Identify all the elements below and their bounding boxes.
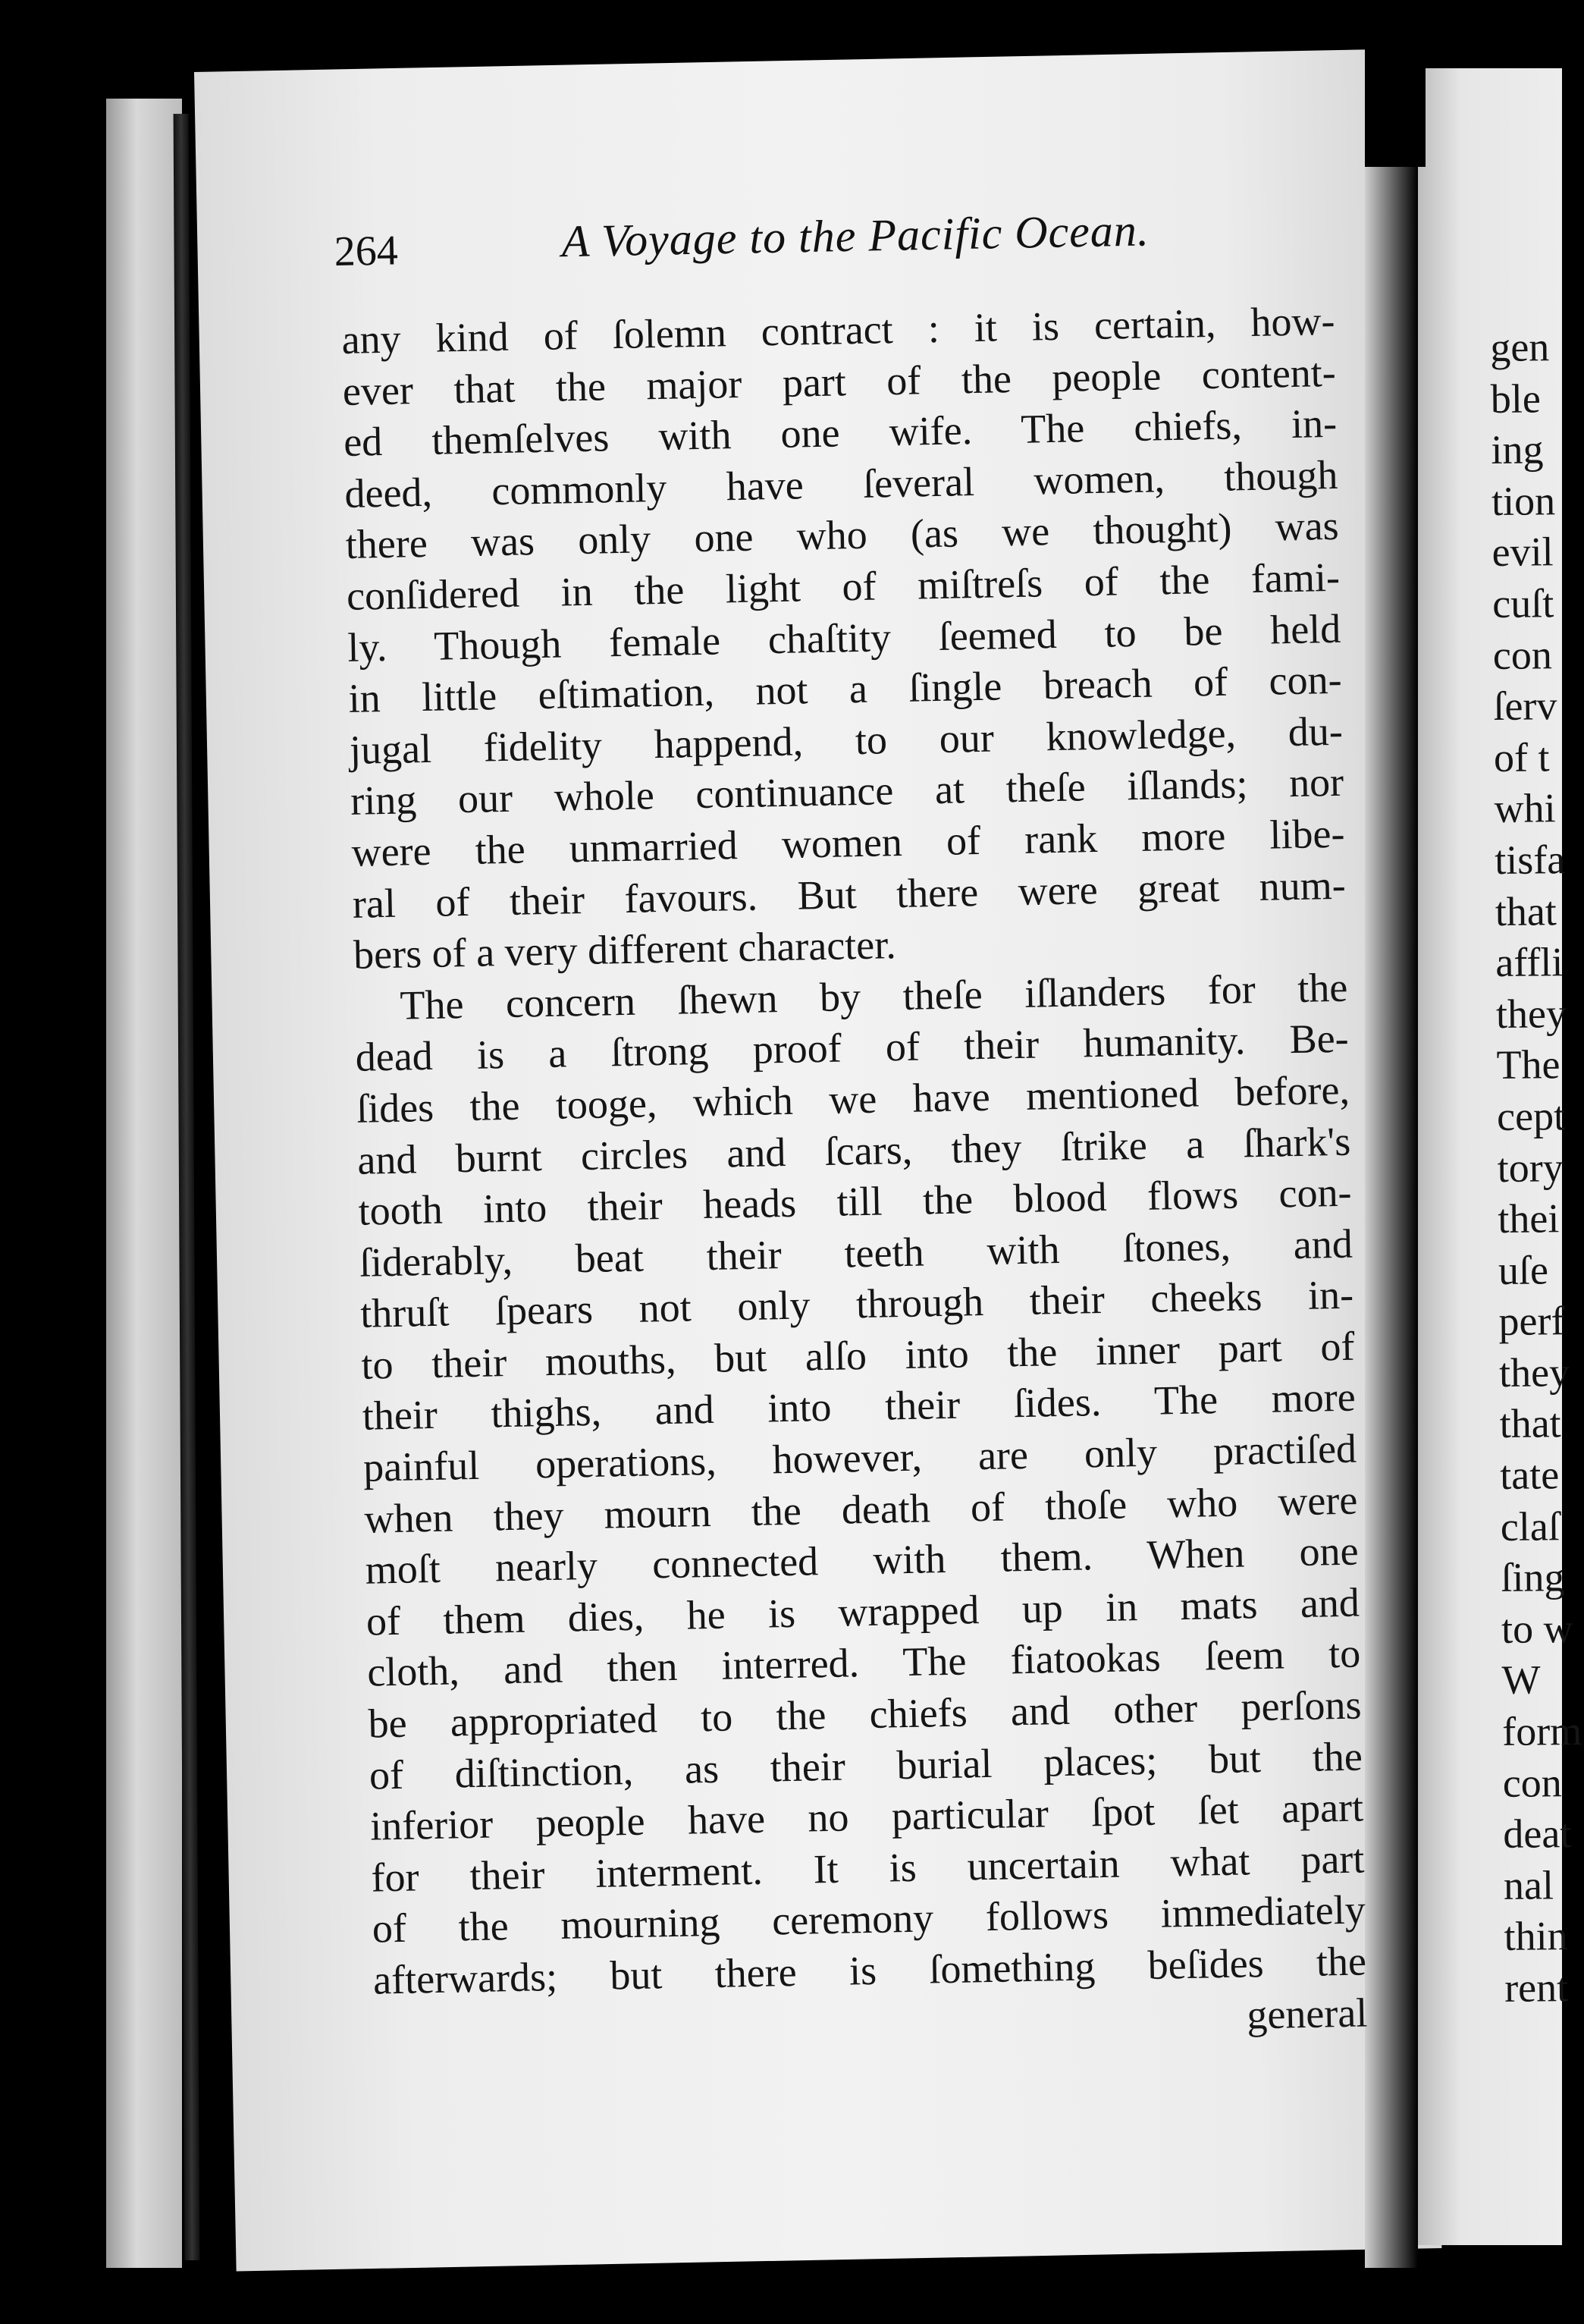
text-line: afterwards; but there is ſomething beſides the xyxy=(372,1938,1367,2003)
right-line-fragment: ſerv xyxy=(1493,683,1557,730)
text-line: ral of their favours. But there were great num- xyxy=(352,862,1347,927)
text-line: ly. Though female chaſtity ſeemed to be held xyxy=(347,605,1341,671)
right-line-fragment: cept xyxy=(1496,1093,1566,1139)
text-line: ſides the tooge, which we have mentioned before, xyxy=(356,1066,1350,1132)
text-line: be appropriated to the chiefs and other perſons xyxy=(368,1682,1363,1747)
text-line: thruſt ſpears not only through their cheeks in- xyxy=(359,1271,1354,1337)
text-line: tooth into their heads till the blood flows con- xyxy=(358,1169,1353,1234)
right-page-text xyxy=(1490,322,1582,2014)
text-line: ring our whole continuance at theſe iſlands; nor xyxy=(350,759,1344,824)
right-line-fragment: The xyxy=(1496,1041,1560,1088)
text-line: bers of a very different character. xyxy=(353,922,897,978)
right-line-fragment: cuſt xyxy=(1491,580,1554,627)
text-line: cloth, and then interred. The fiatookas ſeem to xyxy=(366,1630,1361,1696)
right-line-fragment: tisfa xyxy=(1494,837,1566,883)
text-line: were the unmarried women of rank more libe- xyxy=(351,810,1345,875)
text-line: ever that the major part of the people content- xyxy=(342,349,1337,414)
text-line: painful operations, however, are only practiſed xyxy=(362,1425,1357,1490)
text-line: their thighs, and into their ſides. The more xyxy=(362,1374,1357,1440)
right-line-fragment: ing xyxy=(1491,426,1544,473)
right-line-fragment: thei xyxy=(1498,1195,1560,1242)
text-line: ed themſelves with one wife. The chiefs, in- xyxy=(343,400,1338,466)
running-head: A Voyage to the Pacific Ocean. xyxy=(560,205,1150,267)
text-line: of diſtinction, as their burial places; but the xyxy=(369,1733,1363,1798)
text-line: to their mouths, but alſo into the inner part of xyxy=(361,1323,1355,1388)
right-line-fragment: con xyxy=(1492,631,1553,678)
text-line: of the mourning ceremony follows immediately xyxy=(372,1886,1366,1952)
right-line-fragment: con xyxy=(1502,1759,1563,1806)
right-line-fragment: perf xyxy=(1498,1298,1565,1345)
text-line: any kind of ſolemn contract : it is certain, how- xyxy=(341,297,1335,363)
text-line: and burnt circles and ſcars, they ſtrike a ſhark's xyxy=(356,1118,1351,1183)
right-line-fragment: claſ xyxy=(1500,1503,1560,1550)
text-line: inferior people have no particular ſpot ſet apart xyxy=(369,1784,1364,1849)
right-line-fragment: gen xyxy=(1490,324,1550,370)
right-line-fragment: rent xyxy=(1504,1964,1569,2011)
text-line: for their interment. It is uncertain what part xyxy=(370,1836,1365,1901)
right-line-fragment: evil xyxy=(1491,529,1554,576)
right-line-fragment: deat xyxy=(1503,1811,1572,1858)
text-line: moſt nearly connected with them. When one xyxy=(365,1528,1360,1593)
right-line-fragment: of t xyxy=(1493,734,1550,780)
right-line-fragment: ſing xyxy=(1501,1554,1565,1601)
right-line-fragment: that xyxy=(1495,887,1557,934)
left-page-edge xyxy=(106,99,182,2268)
right-line-fragment: tory xyxy=(1497,1144,1564,1191)
text-line: of them dies, he is wrapped up in mats and xyxy=(365,1579,1360,1644)
right-line-fragment: nal xyxy=(1503,1862,1554,1908)
right-line-fragment: that xyxy=(1499,1400,1561,1447)
text-line: conſidered in the light of miſtreſs of the fami- xyxy=(346,554,1341,619)
gutter-shadow xyxy=(1365,53,1418,2268)
right-line-fragment: affli xyxy=(1495,939,1564,986)
text-line: there was only one who (as we thought) was xyxy=(345,503,1340,568)
right-line-fragment: thin xyxy=(1504,1913,1568,1960)
right-line-fragment: form xyxy=(1501,1708,1582,1754)
right-line-fragment: whi xyxy=(1494,785,1556,832)
text-line: ſiderably, beat their teeth with ſtones, and xyxy=(359,1220,1353,1286)
right-line-fragment: they xyxy=(1495,990,1567,1037)
right-line-fragment: ble xyxy=(1490,375,1542,422)
text-line: in little eſtimation, not a ſingle breach of con- xyxy=(348,656,1343,722)
right-line-fragment: tion xyxy=(1491,478,1556,524)
right-line-fragment: uſe xyxy=(1498,1247,1549,1293)
text-line: deed, commonly have ſeveral women, though xyxy=(343,451,1338,517)
right-line-fragment: they xyxy=(1498,1349,1570,1396)
right-line-fragment: W xyxy=(1501,1657,1541,1704)
text-line: dead is a ſtrong proof of their humanity. Be- xyxy=(355,1015,1350,1081)
paragraph-start-line: The concern ſhewn by theſe iſlanders for the xyxy=(399,964,1348,1029)
text-line: when they mourn the death of thoſe who were xyxy=(363,1477,1358,1542)
body-text xyxy=(341,296,1368,2058)
text-line: jugal fidelity happend, to our knowledge, du- xyxy=(349,708,1344,773)
torn-page-corner xyxy=(1365,30,1426,167)
catchword: general xyxy=(1246,1990,1368,2038)
right-line-fragment: to w xyxy=(1501,1605,1573,1652)
page-number: 264 xyxy=(334,227,399,275)
right-line-fragment: tate xyxy=(1500,1452,1560,1499)
